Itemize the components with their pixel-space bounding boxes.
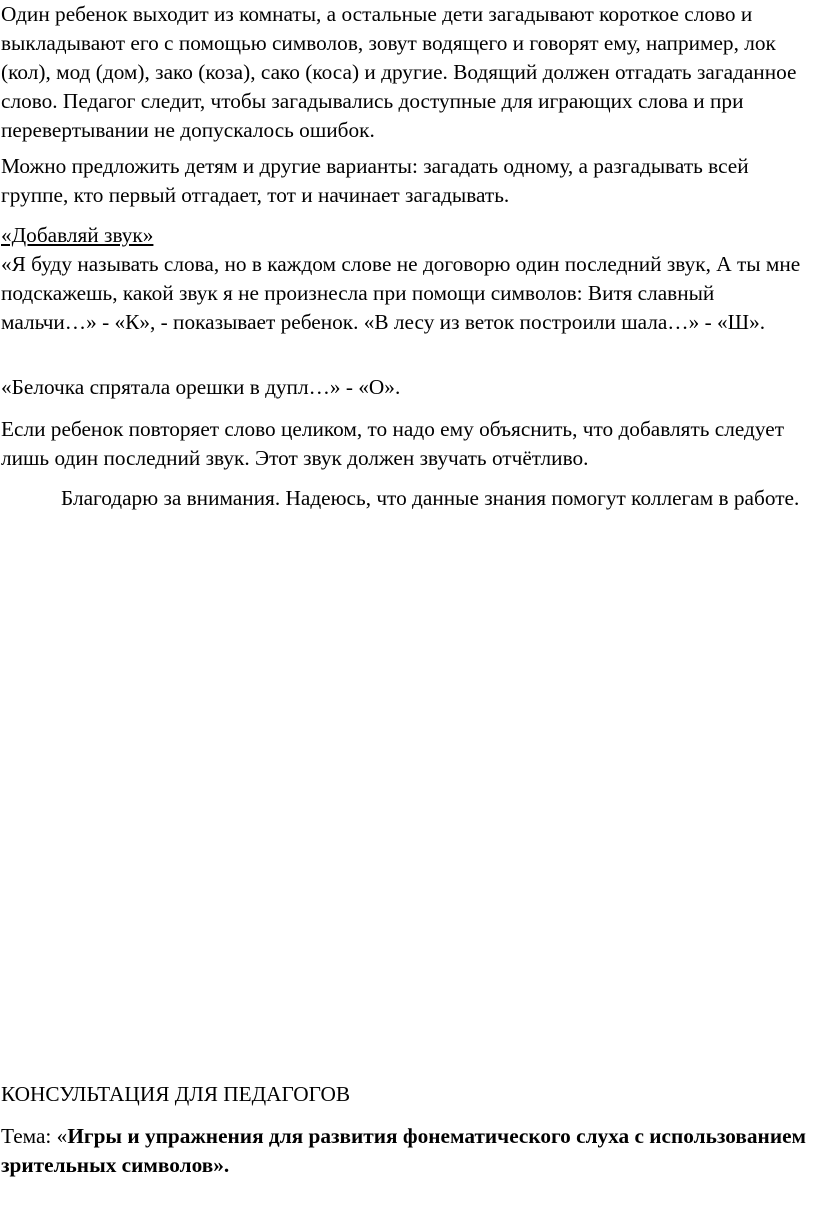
topic-prefix: Тема: «	[1, 1124, 68, 1148]
paragraph-example: «Белочка спрятала орешки в дупл…» - «О».	[1, 375, 401, 399]
consultation-topic	[1, 1122, 813, 1180]
paragraph-variants: Можно предложить детям и другие варианты: загадать одному, а разгадывать всей группе, кто первый отгадает, тот и начинает загадывать.	[1, 154, 749, 207]
consultation-heading: КОНСУЛЬТАЦИЯ ДЛЯ ПЕДАГОГОВ	[1, 1082, 351, 1106]
game-title-add-sound: «Добавляй звук»	[1, 223, 154, 247]
paragraph-thanks: Благодарю за внимания. Надеюсь, что данные знания помогут коллегам в работе.	[61, 486, 800, 510]
topic-title: Игры и упражнения для развития фонематического слуха с использованием зрительных символов».	[1, 1124, 807, 1177]
paragraph-game-instructions: «Я буду называть слова, но в каждом слове не договорю один последний звук, А ты мне подскажешь, какой звук я не произнесла при помощи символов: Витя славный мальчи…» - «К», - показывает ребенок. «В лесу из веток построили шала…» - «Ш».	[1, 252, 801, 334]
paragraph-game-description: Один ребенок выходит из комнаты, а остальные дети загадывают короткое слово и выкладывают его с помощью символов, зовут водящего и говорят ему, например, лок (кол), мод (дом), зако (коза), сако (коса) и другие. Водящий должен отгадать загаданное слово. Педагог следит, чтобы загадывались доступные для играющих слова и при перевертывании не допускалось ошибок.	[1, 2, 797, 142]
paragraph-explanation: Если ребенок повторяет слово целиком, то надо ему объяснить, что добавлять следует лишь один последний звук. Этот звук должен звучать отчётливо.	[1, 417, 785, 470]
